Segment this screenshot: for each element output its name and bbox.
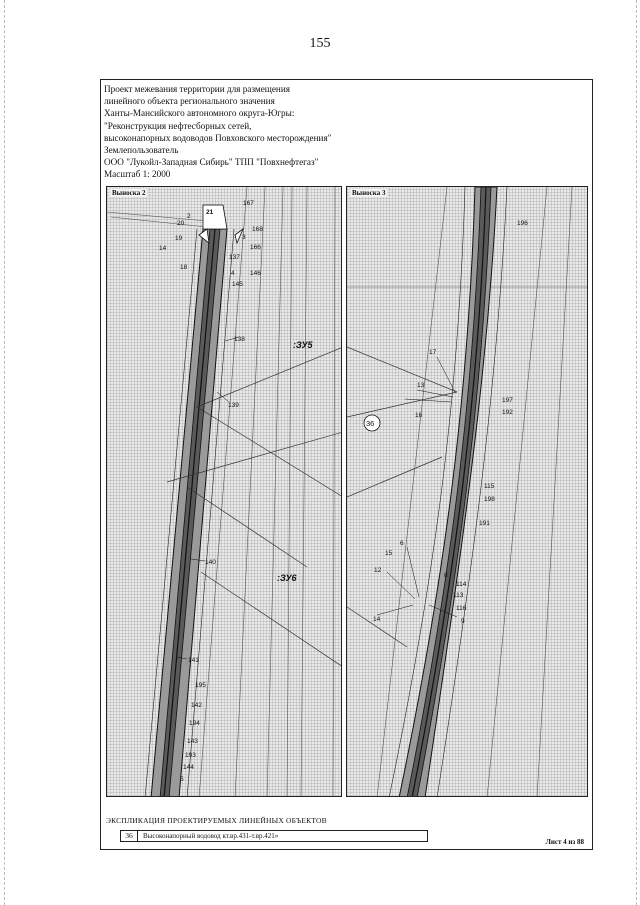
map-label: 2	[187, 213, 191, 220]
sheet-number: Лист 4 из 88	[545, 838, 584, 846]
map-label: 198	[484, 496, 495, 503]
map-label: 137	[229, 254, 240, 261]
map-label: 36	[366, 419, 375, 428]
map-label: 17	[429, 349, 437, 356]
title-line: Землепользователь	[104, 145, 179, 156]
title-line: "Реконструкция нефтесборных сетей,	[104, 120, 252, 131]
legend-row	[120, 830, 428, 842]
map-label: 114	[456, 581, 467, 588]
title-line: Проект межевания территории для размещения	[104, 84, 290, 94]
map-label: 166	[250, 244, 261, 251]
map-label: 20	[177, 220, 185, 227]
inset-left-label: Выноска 2	[112, 189, 146, 197]
inset-right-label: Выноска 3	[352, 189, 386, 197]
map-label: 143	[187, 738, 198, 745]
map-label: 141	[188, 657, 199, 664]
map-label: 14	[373, 616, 381, 623]
map-label: 14	[159, 245, 167, 252]
map-label: 138	[234, 336, 245, 343]
map-label: 9	[461, 618, 465, 625]
legend-title: ЭКСПЛИКАЦИЯ ПРОЕКТИРУЕМЫХ ЛИНЕЙНЫХ ОБЪЕКТОВ	[106, 816, 327, 825]
title-line: Ханты-Мансийского автономного округа-Югры:	[104, 108, 295, 119]
page-edge-right	[636, 0, 637, 905]
map-label: 113	[453, 592, 464, 599]
map-label: 145	[232, 281, 243, 288]
parcel-label: :ЗУ6	[277, 573, 297, 583]
map-label: 18	[180, 264, 188, 271]
inset-right-map	[346, 186, 588, 797]
title-line: линейного объекта регионального значения	[104, 96, 275, 107]
map-label: 13	[417, 382, 425, 389]
map-label: 8	[444, 572, 448, 579]
inset-left-drawing	[107, 187, 342, 797]
map-label: 19	[175, 235, 183, 242]
page-edge-left	[4, 0, 5, 905]
map-label: 3	[242, 234, 246, 241]
map-label: 139	[228, 402, 239, 409]
map-label: 5	[180, 776, 184, 783]
title-line: Масштаб 1: 2000	[104, 169, 171, 180]
map-label: 196	[517, 220, 528, 227]
map-label: 191	[479, 520, 490, 527]
legend-row-number: 36	[121, 831, 138, 841]
map-label: 4	[231, 270, 235, 277]
parcel-label: :ЗУ5	[293, 340, 313, 350]
map-label: 195	[195, 682, 206, 689]
map-label: 167	[243, 200, 254, 207]
title-line: высоконапорных водоводов Повховского месторождения"	[104, 132, 332, 143]
map-label: 15	[385, 550, 393, 557]
map-label: 6	[400, 540, 404, 547]
inset-right-drawing	[347, 187, 588, 797]
map-label: 197	[502, 397, 513, 404]
map-label: 146	[250, 270, 261, 277]
map-label: 115	[484, 483, 495, 490]
map-label: 168	[252, 226, 263, 233]
map-label: 12	[374, 567, 382, 574]
map-label: 193	[185, 752, 196, 759]
map-label: 142	[191, 702, 202, 709]
title-line: ООО "Лукойл-Западная Сибирь" ТПП "Повхнефтегаз"	[104, 157, 319, 168]
inset-left-map	[106, 186, 342, 797]
title-block	[104, 83, 464, 181]
map-label: 194	[189, 720, 200, 727]
map-label: 192	[502, 409, 513, 416]
map-label: 140	[205, 559, 216, 566]
map-label: 21	[206, 209, 214, 216]
page-number: 155	[309, 36, 331, 51]
map-label: 16	[415, 412, 423, 419]
legend-row-text: Высоконапорный водовод кт.вр.431-т.вр.421»	[143, 832, 279, 840]
map-label: 144	[183, 764, 194, 771]
map-label: 116	[456, 605, 467, 612]
